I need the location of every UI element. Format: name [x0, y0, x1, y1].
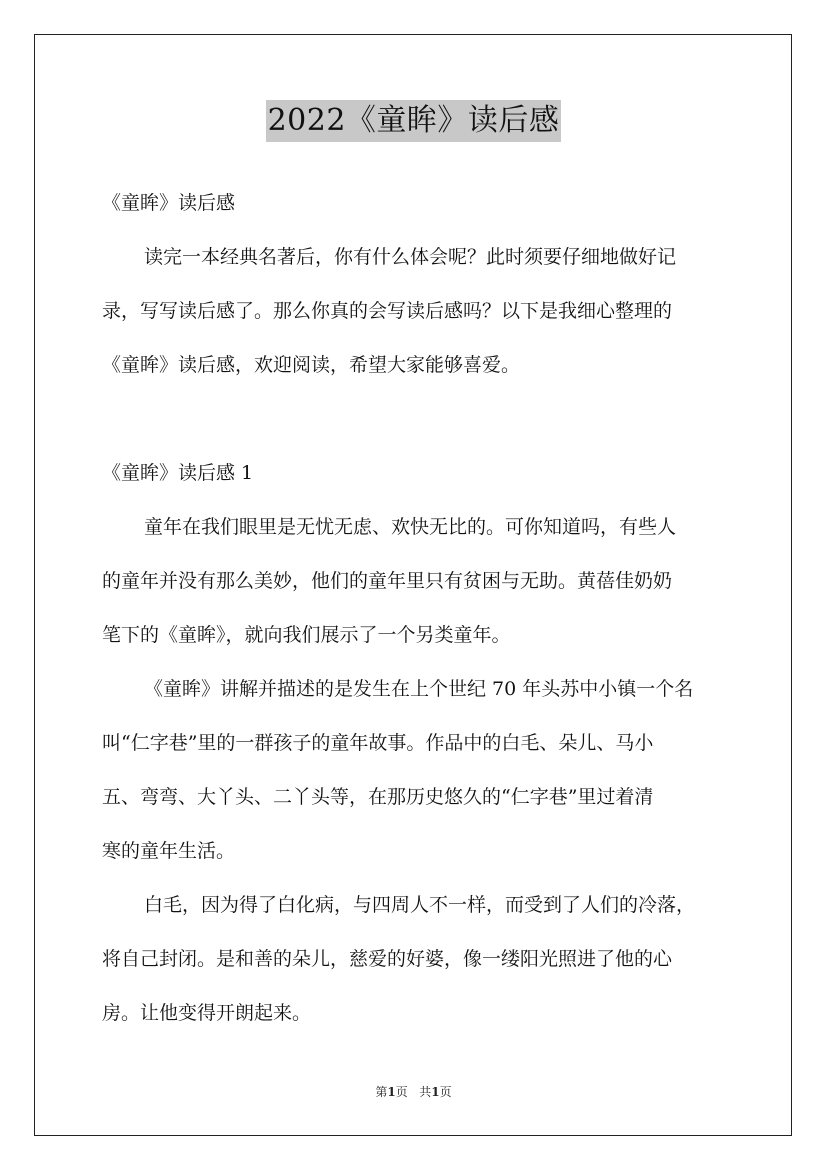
title-wrap	[0, 100, 827, 142]
paragraph-1-line: 童年在我们眼里是无忧无虑、欢快无比的。可你知道吗，有些人	[144, 516, 677, 538]
footer-total-prefix: 共	[419, 1085, 432, 1099]
footer-total-suffix: 页	[439, 1085, 452, 1099]
section-heading: 《童眸》读后感 1	[102, 462, 254, 484]
footer-page-number: 1	[387, 1085, 396, 1099]
paragraph-3-line: 房。让他变得开朗起来。	[102, 1002, 312, 1024]
intro-heading: 《童眸》读后感	[102, 192, 236, 214]
page-footer	[0, 1083, 827, 1100]
footer-page-prefix: 第	[375, 1085, 388, 1099]
document-title: 2022《童眸》读后感	[266, 100, 562, 142]
paragraph-2-line: 寒的童年生活。	[102, 840, 236, 862]
paragraph-2-line: 叫“仁字巷”里的一群孩子的童年故事。作品中的白毛、朵儿、马小	[102, 732, 654, 754]
intro-line: 读完一本经典名著后，你有什么体会呢？此时须要仔细地做好记	[144, 246, 677, 268]
intro-line: 《童眸》读后感，欢迎阅读，希望大家能够喜爱。	[102, 354, 521, 376]
paragraph-1-line: 笔下的《童眸》，就向我们展示了一个另类童年。	[102, 624, 511, 646]
paragraph-gap	[102, 392, 742, 446]
paragraph-1-line: 的童年并没有那么美妙，他们的童年里只有贫困与无助。黄蓓佳奶奶	[102, 570, 673, 592]
footer-total-number: 1	[431, 1085, 440, 1099]
paragraph-3-line: 将自己封闭。是和善的朵儿，慈爱的好婆，像一缕阳光照进了他的心	[102, 948, 673, 970]
paragraph-2-line: 《童眸》讲解并描述的是发生在上个世纪 70 年头苏中小镇一个名	[144, 678, 694, 700]
paragraph-2-line: 五、弯弯、大丫头、二丫头等，在那历史悠久的“仁字巷”里过着清	[102, 786, 654, 808]
intro-line: 录，写写读后感了。那么你真的会写读后感吗？以下是我细心整理的	[102, 300, 673, 322]
document-body	[102, 176, 742, 1040]
footer-page-suffix: 页	[395, 1085, 408, 1099]
paragraph-3-line: 白毛，因为得了白化病，与四周人不一样，而受到了人们的冷落，	[144, 894, 696, 916]
